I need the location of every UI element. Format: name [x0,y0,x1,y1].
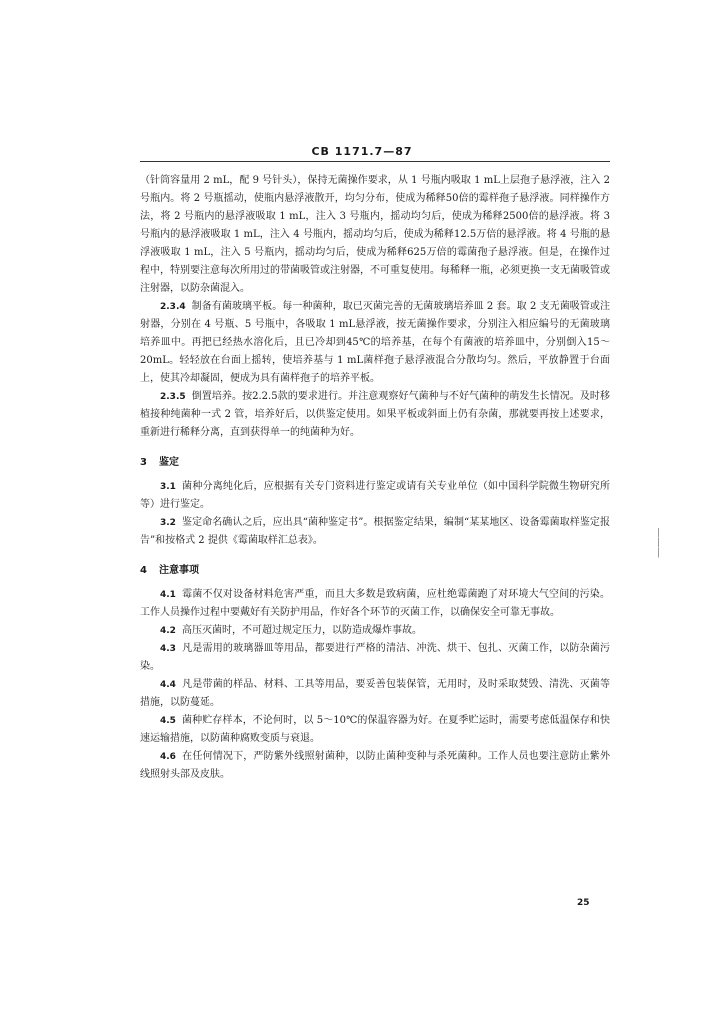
standard-code: CB 1171.7—87 [311,145,413,158]
paragraph-4-3: 4.3 凡是需用的玻璃器皿等用品，都要进行严格的清洁、冲洗、烘干、包扎、灭菌工作，以防杂菌污染。 [140,643,610,672]
paragraph-4-4: 4.4 凡是带菌的样品、材料、工具等用品，要妥善包装保管，无用时，及时采取焚毁、清洗、灭菌等措施，以防蔓延。 [140,679,610,708]
paragraph-continued: （针筒容量用 2 mL，配 9 号针头），保持无菌操作要求，从 1 号瓶内吸取 1 mL上层孢子悬浮液，注入 2 号瓶内。将 2 号瓶摇动，使瓶内悬浮液散开，均匀分布，使成为稀释50倍的霉样孢子悬浮液。同样操作方法，将 2 号瓶内的悬浮液吸取 1 mL，注入 3 号瓶内，摇动均匀后，使成为稀释2500倍的悬浮液。将 3 号瓶内的悬浮液吸取 1 mL，注入 4 号瓶内，摇动均匀后，使成为稀释12.5万倍的悬浮液。将 4 号瓶的悬浮液吸取 1 mL，注入 5 号瓶内，摇动均匀后，使成为稀释625万倍的霉菌孢子悬浮液。但是，在操作过程中，特别要注意每次所用过的带菌吸管或注射器，不可重复使用。每稀释一瓶，必须更换一支无菌吸管或注射器，以防杂菌混入。 [140,175,610,294]
paragraph-4-2: 4.2 高压灭菌时，不可超过规定压力，以防造成爆炸事故。 [160,625,422,636]
clause-number: 3.1 [160,482,176,492]
clause-number: 2.3.4 [160,302,186,312]
clause-number: 4.6 [160,752,176,762]
paragraph-2-3-5: 2.3.5 倒置培养。按2.2.5款的要求进行。并注意观察好气菌种与不好气菌种的萌发生长情况。及时移植接种纯菌种一式 2 管，培养好后，以供鉴定使用。如果平板或斜面上仍有杂菌，那就要再按上述要求，重新进行稀释分离，直到获得单一的纯菌种为好。 [140,391,610,438]
paragraph-3-2: 3.2 鉴定命名确认之后，应出具“菌种鉴定书”。根据鉴定结果，编制“某某地区、设备霉菌取样鉴定报告”和按格式 2 提供《霉菌取样汇总表》。 [140,517,610,546]
clause-number: 4.3 [160,644,176,654]
clause-number: 4.2 [160,626,176,636]
section-4-heading: 4 注意事项 [140,565,199,576]
body-content [140,172,610,784]
margin-binding-mark: | | | [657,528,661,558]
paragraph-4-1: 4.1 霉菌不仅对设备材料危害严重，而且大多数是致病菌，应杜绝霉菌跑了对环境大气空间的污染。工作人员操作过程中要戴好有关防护用品，作好各个环节的灭菌工作，以确保安全可靠无事故。 [140,589,610,618]
page-number: 25 [577,898,590,908]
clause-number: 4.4 [160,680,176,690]
clause-number: 2.3.5 [160,392,186,402]
paragraph-4-5: 4.5 菌种贮存样本，不论何时，以 5～10℃的保温容器为好。在夏季贮运时，需要考虑低温保存和快速运输措施，以防菌种腐败变质与衰退。 [140,715,610,744]
section-3-heading: 3 鉴定 [140,457,179,468]
header-rule [140,161,610,162]
clause-number: 4.1 [160,590,176,600]
clause-number: 4.5 [160,716,176,726]
paragraph-2-3-4: 2.3.4 制备有菌玻璃平板。每一种菌种，取已灭菌完善的无菌玻璃培养皿 2 套。取 2 支无菌吸管或注射器，分别在 4 号瓶、5 号瓶中，各吸取 1 mL悬浮液，按无菌操作要求，分别注入相应编号的无菌玻璃培养皿中。再把已经热水溶化后，且已冷却到45℃的培养基，在每个有菌液的培养皿中，分别倒入15～20mL。轻轻放在台面上摇转，使培养基与 1 mL菌样孢子悬浮液混合分散均匀。然后，平放静置于台面上，使其冷却凝固，便成为具有菌样孢子的培养平板。 [140,301,610,384]
clause-number: 3.2 [160,518,176,528]
paragraph-4-6: 4.6 在任何情况下，严防紫外线照射菌种，以防止菌种变种与杀死菌种。工作人员也要注意防止紫外线照射头部及皮肤。 [140,751,610,780]
paragraph-3-1: 3.1 菌种分离纯化后，应根据有关专门资料进行鉴定或请有关专业单位（如中国科学院微生物研究所等）进行鉴定。 [140,481,610,510]
